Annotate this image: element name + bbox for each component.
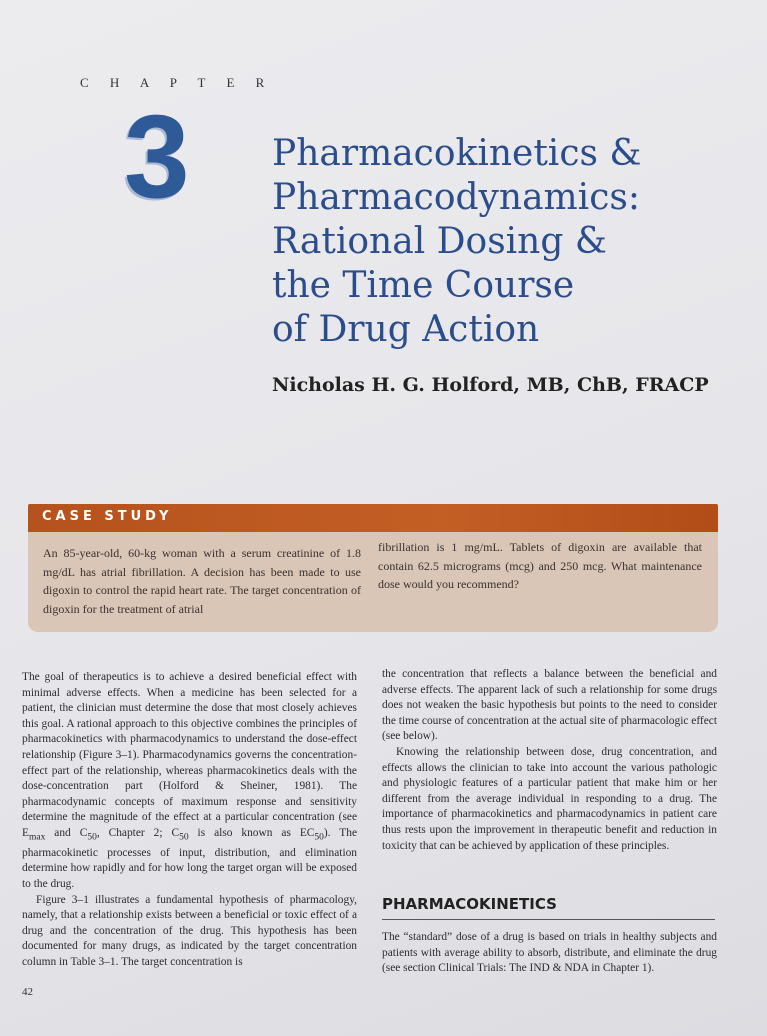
page-number: 42: [22, 986, 33, 998]
chapter-title-line: Pharmacokinetics &: [272, 133, 642, 174]
section-heading: PHARMACOKINETICS: [382, 895, 715, 920]
chapter-title-line: Pharmacodynamics:: [272, 177, 640, 218]
body-paragraph: The “standard” dose of a drug is based on trials in healthy subjects and patients with average ability to absorb, distribute, and eliminate the drug (see section Clinical Trials: The IND & NDA in Chapter 1).: [382, 931, 717, 975]
body-column-right-lower: [382, 930, 717, 977]
chapter-number: 3: [124, 91, 190, 223]
body-paragraph: the concentration that reflects a balance between the beneficial and adverse effects. The apparent lack of such a relationship for some drugs does not weaken the basic hypothesis but points to the need to consider the time course of concentration at the actual site of pharmacologic effect (see below).: [382, 668, 717, 743]
case-study-label: CASE STUDY: [42, 509, 173, 524]
chapter-title-line: Rational Dosing &: [272, 221, 607, 262]
body-column-right: [382, 667, 717, 854]
author-name: Nicholas H. G. Holford, MB, ChB, FRACP: [272, 374, 709, 396]
case-study-box: [28, 532, 718, 632]
chapter-title-line: the Time Course: [272, 265, 575, 306]
body-paragraph: Knowing the relationship between dose, drug concentration, and effects allows the clinician to take into account the various pathologic and physiologic features of a particular patient that make him or her different from the average individual in responding to a drug. The importance of pharmacokinetics and pharmacodynamics in patient care thus rests upon the improvement in therapeutic benefit and reduction in toxicity that can be achieved by application of these principles.: [382, 745, 717, 852]
body-paragraph: The goal of therapeutics is to achieve a desired beneficial effect with minimal adverse effects. When a medicine has been selected for a patient, the clinician must determine the dose that most closely achieves this goal. A rational approach to this objective combines the principles of pharmacokinetics with pharmacodynamics to understand the dose-effect relationship (Figure 3–1). Pharmacodynamics governs the concentration-effect part of the relationship, whereas pharmacokinetics deals with the dose-concentration part (Holford & Sheiner, 1981). The pharmacodynamic concepts of maximum response and sensitivity determine the magnitude of the effect at a particular concentration (see $E_{max}$ and $C_{50}$, Chapter 2; $C_{50}$ is also known as $EC_{50}$). The pharmacokinetic processes of input, distribution, and elimination determine how rapidly and for how long the target organ will be exposed to the drug.: [22, 671, 357, 890]
body-paragraph: Figure 3–1 illustrates a fundamental hypothesis of pharmacology, namely, that a relationship exists between a beneficial or toxic effect of a drug and the concentration of the drug. This hypothesis has been documented for many drugs, as indicated by the target concentration column in Table 3–1. The target concentration is: [22, 893, 357, 968]
case-study-text-right: fibrillation is 1 mg/mL. Tablets of digoxin are available that contain 62.5 micrograms (mcg) and 250 mcg. What maintenance dose would you recommend?: [378, 540, 702, 591]
chapter-title: [272, 132, 692, 352]
chapter-title-line: of Drug Action: [272, 309, 540, 350]
case-study-header: [28, 504, 718, 532]
body-column-left: [22, 670, 357, 971]
case-study-text-left: An 85-year-old, 60-kg woman with a serum creatinine of 1.8 mg/dL has atrial fibrillation. A decision has been made to use digoxin to control the rapid heart rate. The target concentration of digoxin for the treatment of atrial: [43, 546, 361, 616]
chapter-label: C H A P T E R: [80, 75, 274, 90]
